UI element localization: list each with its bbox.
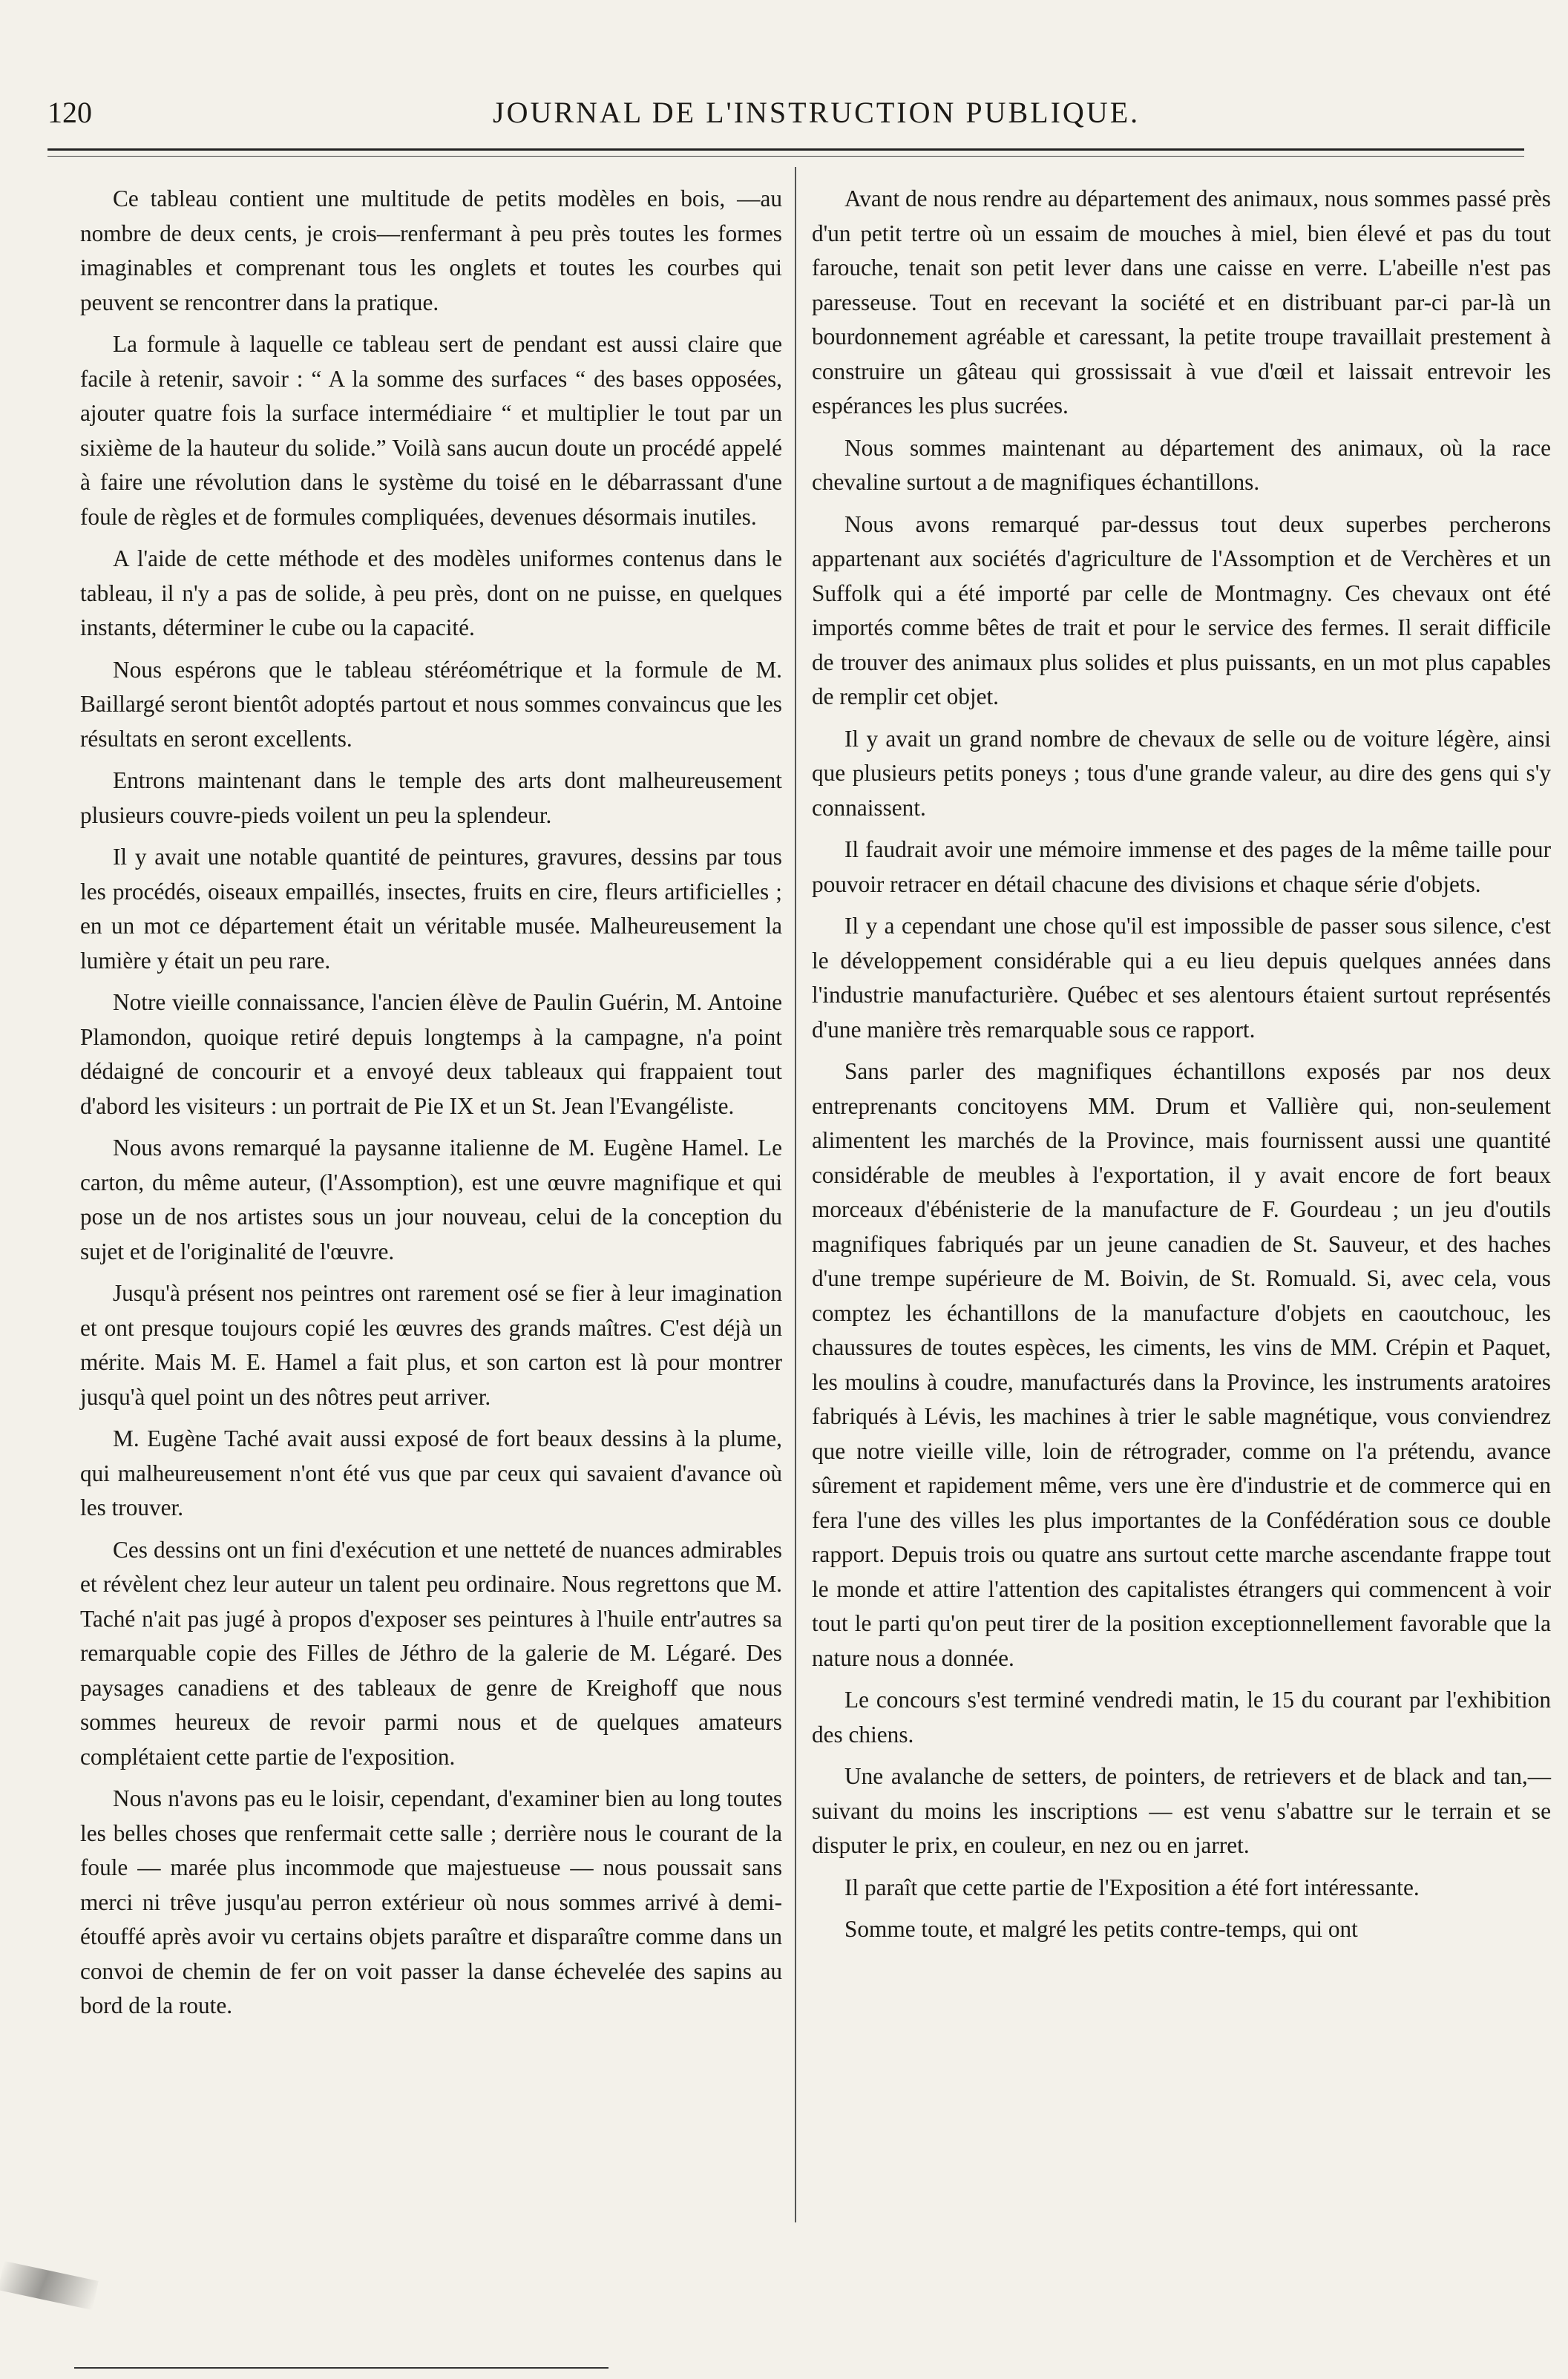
right-column (812, 182, 1551, 1955)
paragraph: M. Eugène Taché avait aussi exposé de fort beaux dessins à la plume, qui malheureusement n'ont été vus que par ceux qui savaient d'avance où les trouver. (80, 1425, 782, 1520)
paragraph: Nous espérons que le tableau stéréométrique et la formule de M. Baillargé seront bientôt adoptés partout et nous sommes convaincus que les résultats en seront excellents. (80, 656, 782, 752)
footer-rule (74, 2367, 608, 2369)
column-divider (795, 167, 796, 2222)
paragraph: Avant de nous rendre au département des animaux, nous sommes passé près d'un petit tertre où un essaim de mouches à miel, bien élevé et pas du tout farouche, tenait son petit lever dans une caisse en verre. L'abeille n'est pas paresseuse. Tout en recevant la société et en distribuant par-ci par-là un bourdonnement agréable et caressant, la petite troupe travaillait prestement à construire un gâteau qui grossissait à vue d'œil et laissait entrevoir les espérances les plus sucrées. (812, 186, 1551, 419)
paragraph: Il faudrait avoir une mémoire immense et des pages de la même taille pour pouvoir retracer en détail chacune des divisions et chaque série d'objets. (812, 836, 1551, 897)
paragraph: Il y a cependant une chose qu'il est impossible de passer sous silence, c'est le développement considérable qui a eu lieu depuis quelques années dans l'industrie manufacturière. Québec et ses alentours étaient surtout représentés d'une manière très remarquable sous ce rapport. (812, 913, 1551, 1043)
paragraph: Une avalanche de setters, de pointers, de retrievers et de black and tan,—suivant du moins les inscriptions — est venu s'abattre sur le terrain et se disputer le prix, en couleur, en nez ou en jarret. (812, 1763, 1551, 1858)
paragraph: Somme toute, et malgré les petits contre-temps, qui ont (844, 1916, 1358, 1942)
paragraph: Nous n'avons pas eu le loisir, cependant, d'examiner bien au long toutes les belles choses que renfermait cette salle ; derrière nous le courant de la foule — marée plus incommode que majestueuse — nous poussait sans merci ni trêve jusqu'au perron extérieur où nous sommes arrivé à demi-étouffé après avoir vu certains objets paraître et disparaître comme dans un convoi de chemin de fer on voit passer la danse échevelée des sapins au bord de la route. (80, 1785, 782, 2018)
paragraph: A l'aide de cette méthode et des modèles uniformes contenus dans le tableau, il n'y a pas de solide, à peu près, dont on ne puisse, en quelques instants, déterminer le cube ou la capacité. (80, 545, 782, 640)
paragraph: Il paraît que cette partie de l'Exposition a été fort intéressante. (844, 1874, 1420, 1900)
header-rule-thin (47, 156, 1524, 157)
page-header (47, 95, 1524, 140)
paragraph: Nous avons remarqué par-dessus tout deux superbes percherons appartenant aux sociétés d'agriculture de l'Assomption et de Verchères et un Suffolk qui a été importé par celle de Montmagny. Ces chevaux ont été importés comme bêtes de trait et pour le service des fermes. Il serait difficile de trouver des animaux plus solides et plus puissants, en un mot plus capables de remplir cet objet. (812, 511, 1551, 709)
paragraph: Sans parler des magnifiques échantillons exposés par nos deux entreprenants concitoyens MM. Drum et Vallière qui, non-seulement alimentent les marchés de la Province, mais fournissent aussi une quantité considérable de meubles à l'exportation, il y avait encore de fort beaux morceaux d'ébénisterie de la manufacture de F. Gourdeau ; un jeu d'outils magnifiques fabriqués par un jeune canadien de St. Sauveur, et des haches d'une trempe supérieure de M. Boivin, de St. Romuald. Si, avec cela, vous comptez les échantillons de la manufacture d'objets en caoutchouc, les chaussures de toutes espèces, les ciments, les vins de MM. Crépin et Paquet, les moulins à coudre, manufacturés dans la Province, les instruments aratoires fabriqués à Lévis, les machines à trier le sable magnétique, vous conviendrez que notre vieille ville, loin de rétrograder, comme on l'a prétendu, avance sûrement et rapidement même, vers une ère d'industrie et de commerce qui en fera l'une des villes les plus importantes de la Confédération sous ce double rapport. Depuis trois ou quatre ans surtout cette marche ascendante frappe tout le monde et attire l'attention des capitalistes étrangers qui commencent à voir tout le parti qu'on peut tirer de la position exceptionnellement favorable que la nature nous a donnée. (812, 1058, 1551, 1671)
ink-smudge (0, 2261, 99, 2310)
paragraph: Nous sommes maintenant au département des animaux, où la race chevaline surtout a de magnifiques échantillons. (812, 434, 1551, 495)
paragraph: La formule à laquelle ce tableau sert de pendant est aussi claire que facile à retenir, savoir : “ A la somme des surfaces “ des bases opposées, ajouter quatre fois la surface intermédiaire “ et multiplier le tout par un sixième de la hauteur du solide.” Voilà sans aucun doute un procédé appelé à faire une révolution dans le système du toisé en le débarrassant d'une foule de règles et de formules compliquées, devenues désormais inutiles. (80, 331, 782, 530)
paragraph: Nous avons remarqué la paysanne italienne de M. Eugène Hamel. Le carton, du même auteur, (l'Assomption), est une œuvre magnifique et qui pose un de nos artistes sous un jour nouveau, celui de la conception du sujet et de l'originalité de l'œuvre. (80, 1135, 782, 1264)
paragraph: Le concours s'est terminé vendredi matin, le 15 du courant par l'exhibition des chiens. (812, 1687, 1551, 1748)
paragraph: Entrons maintenant dans le temple des arts dont malheureusement plusieurs couvre-pieds voilent un peu la splendeur. (80, 767, 782, 828)
header-rule (47, 148, 1524, 151)
paragraph: Notre vieille connaissance, l'ancien élève de Paulin Guérin, M. Antoine Plamondon, quoique retiré depuis longtemps à la campagne, n'a point dédaigné de concourir et a envoyé deux tableaux qui frappaient tout d'abord les visiteurs : un portrait de Pie IX et un St. Jean l'Evangéliste. (80, 989, 782, 1119)
running-title: JOURNAL DE L'INSTRUCTION PUBLIQUE. (493, 96, 1141, 129)
page-number: 120 (47, 96, 92, 129)
left-column (80, 182, 782, 2031)
paragraph: Il y avait une notable quantité de peintures, gravures, dessins par tous les procédés, oiseaux empaillés, insectes, fruits en cire, fleurs artificielles ; en un mot ce département était un véritable musée. Malheureusement la lumière y était un peu rare. (80, 844, 782, 974)
paragraph: Jusqu'à présent nos peintres ont rarement osé se fier à leur imagination et ont presque toujours copié les œuvres des grands maîtres. C'est déjà un mérite. Mais M. E. Hamel a fait plus, et son carton est là pour montrer jusqu'à quel point un des nôtres peut arriver. (80, 1280, 782, 1410)
paragraph: Il y avait un grand nombre de chevaux de selle ou de voiture légère, ainsi que plusieurs petits poneys ; tous d'une grande valeur, au dire des gens qui s'y connaissent. (812, 725, 1551, 821)
paragraph: Ce tableau contient une multitude de petits modèles en bois, —au nombre de deux cents, je crois—renfermant à peu près toutes les formes imaginables et comprenant tous les onglets et toutes les courbes qui peuvent se rencontrer dans la pratique. (80, 186, 782, 315)
paragraph: Ces dessins ont un fini d'exécution et une netteté de nuances admirables et révèlent chez leur auteur un talent peu ordinaire. Nous regrettons que M. Taché n'ait pas jugé à propos d'exposer ses peintures à l'huile entr'autres sa remarquable copie des Filles de Jéthro de la galerie de M. Légaré. Des paysages canadiens et des tableaux de genre de Kreighoff que nous sommes heureux de revoir parmi nous et de quelques amateurs complétaient cette partie de l'exposition. (80, 1536, 782, 1770)
